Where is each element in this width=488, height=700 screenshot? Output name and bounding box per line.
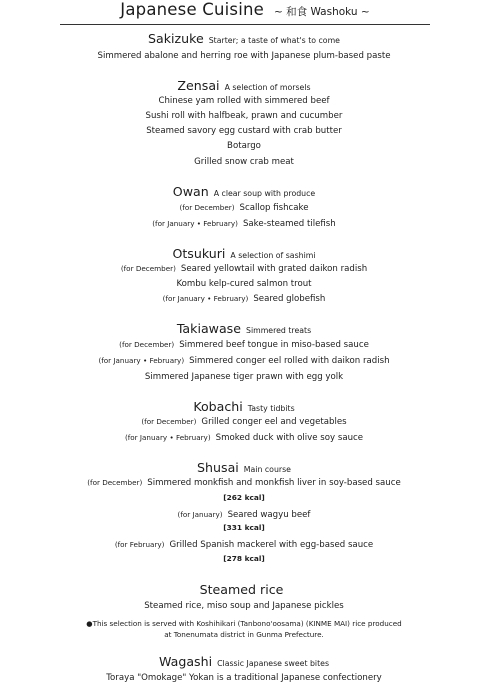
availability-note: (for January) — [177, 510, 223, 519]
menu-item — [0, 432, 488, 444]
course-name: Wagashi — [158, 654, 213, 669]
menu-item — [0, 278, 488, 290]
dish-name: Toraya "Omokage" Yokan is a traditional Japanese confectionery — [106, 673, 382, 683]
menu-title: Japanese Cuisine — [120, 0, 264, 19]
dish-name: Sushi roll with halfbeak, prawn and cucumber — [145, 111, 343, 121]
menu-item — [0, 600, 488, 612]
dish-name: Kombu kelp-cured salmon trout — [176, 279, 312, 289]
dish-name: Simmered abalone and herring roe with Japanese plum-based paste — [97, 51, 391, 61]
dish-name: Botargo — [227, 141, 261, 151]
availability-note: (for December) — [119, 340, 175, 349]
dish-name: Simmered conger eel rolled with daikon radish — [189, 356, 390, 366]
menu-item — [0, 110, 488, 122]
course-name: Shusai — [197, 460, 239, 475]
menu-item — [0, 202, 488, 214]
menu-item — [0, 477, 488, 489]
menu-item — [0, 416, 488, 428]
availability-note: (for January • February) — [152, 219, 238, 228]
course-heading — [0, 31, 488, 49]
availability-note: (for January • February) — [162, 294, 249, 303]
calorie-count: [262 kcal] — [223, 493, 265, 502]
course-heading — [0, 184, 488, 202]
course-heading — [0, 460, 488, 478]
calorie-line — [0, 553, 488, 565]
dish-name: Simmered monkfish and monkfish liver in soy-based sauce — [147, 478, 401, 488]
dish-name: Steamed rice, miso soup and Japanese pickles — [144, 601, 344, 611]
menu-item — [0, 339, 488, 351]
dish-name: Steamed savory egg custard with crab butter — [146, 126, 342, 136]
availability-note: (for February) — [114, 540, 165, 549]
course-heading — [0, 399, 488, 417]
availability-note: (for December) — [87, 478, 143, 487]
calorie-line — [0, 522, 488, 534]
menu-item — [0, 672, 488, 684]
dish-name: Scallop fishcake — [239, 203, 309, 213]
menu-item — [0, 125, 488, 137]
menu-item — [0, 371, 488, 383]
course-description: Simmered treats — [246, 326, 312, 335]
course-description: Main course — [243, 465, 291, 474]
menu-item — [0, 95, 488, 107]
menu-item — [0, 355, 488, 367]
course-name: Takiawase — [176, 321, 241, 336]
menu-item — [0, 539, 488, 551]
dish-name: Sake-steamed tilefish — [242, 219, 336, 229]
course-heading — [0, 654, 488, 672]
course-description: A clear soup with produce — [213, 189, 316, 198]
availability-note: (for December) — [120, 264, 176, 273]
course-name: Kobachi — [193, 399, 243, 414]
menu-subtitle: ~ 和食 Washoku ~ — [274, 6, 370, 18]
rice-footnote: ●This selection is served with Koshihikari (Tanbono'oosama) (KINME MAI) rice produced — [86, 619, 402, 628]
course-description: Classic Japanese sweet bites — [217, 659, 330, 668]
course-name: Otsukuri — [172, 246, 226, 261]
course-description: A selection of sashimi — [230, 251, 316, 260]
course-heading — [0, 582, 488, 600]
menu-item — [0, 50, 488, 62]
course-heading — [0, 321, 488, 339]
availability-note: (for December) — [141, 417, 197, 426]
course-heading — [0, 246, 488, 264]
menu-item — [0, 263, 488, 275]
dish-name: Seared yellowtail with grated daikon radish — [180, 264, 368, 274]
dish-name: Simmered Japanese tiger prawn with egg yolk — [144, 372, 344, 382]
course-description: Tasty tidbits — [247, 404, 295, 413]
calorie-count: [278 kcal] — [223, 554, 265, 563]
menu-item — [0, 140, 488, 152]
course-description: A selection of morsels — [224, 83, 311, 92]
menu-item — [0, 293, 488, 305]
availability-note: (for January • February) — [124, 433, 211, 442]
menu-item — [0, 218, 488, 230]
dish-name: Chinese yam rolled with simmered beef — [158, 96, 330, 106]
course-name: Steamed rice — [199, 582, 284, 597]
dish-name: Simmered beef tongue in miso-based sauce — [179, 340, 369, 350]
dish-name: Grilled snow crab meat — [194, 157, 294, 167]
menu-item — [0, 156, 488, 168]
availability-note: (for January • February) — [98, 356, 185, 365]
dish-name: Grilled Spanish mackerel with egg-based sauce — [169, 540, 374, 550]
dish-name: Seared globefish — [253, 294, 326, 304]
dish-name: Seared wagyu beef — [227, 510, 311, 520]
course-name: Owan — [172, 184, 209, 199]
menu-header — [60, 0, 430, 25]
calorie-count: [331 kcal] — [223, 523, 265, 532]
availability-note: (for December) — [179, 203, 235, 212]
calorie-line — [0, 492, 488, 504]
dish-name: Smoked duck with olive soy sauce — [215, 433, 364, 443]
course-name: Zensai — [177, 78, 220, 93]
course-description: Starter; a taste of what's to come — [208, 36, 340, 45]
dish-name: Grilled conger eel and vegetables — [201, 417, 347, 427]
course-heading — [0, 78, 488, 96]
course-name: Sakizuke — [148, 31, 204, 46]
rice-footnote: at Tonenumata district in Gunma Prefecture. — [164, 630, 324, 639]
menu-item — [0, 509, 488, 521]
